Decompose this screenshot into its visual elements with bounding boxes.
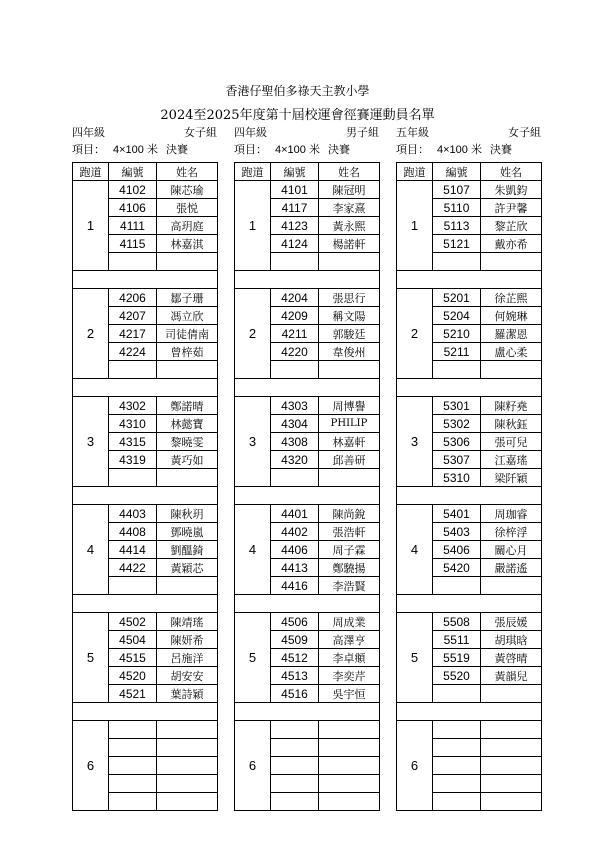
athlete-name <box>157 775 218 793</box>
athlete-name: 黃永熙 <box>319 217 380 235</box>
lane-number: 6 <box>73 721 109 811</box>
separator-cell <box>235 271 380 289</box>
round-label: 決賽 <box>489 143 512 156</box>
athlete-name: 韋俊州 <box>319 343 380 361</box>
athlete-number <box>109 721 157 739</box>
lane-number: 2 <box>73 289 109 379</box>
athlete-number: 4217 <box>109 325 157 343</box>
roster-table <box>72 162 218 811</box>
athlete-number <box>433 361 481 379</box>
athlete-number: 4515 <box>109 649 157 667</box>
athlete-name: 張浩軒 <box>319 523 380 541</box>
category-header <box>72 126 217 157</box>
athlete-number: 4403 <box>109 505 157 523</box>
group-label: 女子組 <box>184 126 217 139</box>
athlete-number: 4416 <box>271 577 319 595</box>
category-header <box>396 126 541 157</box>
athlete-name <box>157 361 218 379</box>
lane-separator-row <box>397 703 542 721</box>
table-header-row <box>235 163 380 181</box>
athlete-name: 林懿寶 <box>157 415 218 433</box>
athlete-number <box>433 739 481 757</box>
lane-number: 5 <box>235 613 271 703</box>
athlete-number: 4310 <box>109 415 157 433</box>
athlete-name: PHILIP <box>319 415 380 433</box>
separator-cell <box>73 271 218 289</box>
athlete-number: 4406 <box>271 541 319 559</box>
athlete-name: 張悦 <box>157 199 218 217</box>
athlete-number <box>433 253 481 271</box>
separator-cell <box>397 271 542 289</box>
table-row <box>397 721 542 739</box>
athlete-name: 李浩賢 <box>319 577 380 595</box>
athlete-name: 張可兒 <box>481 433 542 451</box>
table-header-row <box>73 163 218 181</box>
athlete-name <box>481 685 542 703</box>
lane-separator-row <box>73 379 218 397</box>
athlete-name: 邱善研 <box>319 451 380 469</box>
athlete-name: 胡安安 <box>157 667 218 685</box>
athlete-name: 梁阡穎 <box>481 469 542 487</box>
athlete-number: 4509 <box>271 631 319 649</box>
athlete-name: 李奕芹 <box>319 667 380 685</box>
athlete-name <box>481 739 542 757</box>
athlete-number <box>433 721 481 739</box>
item-label: 項目： <box>396 143 429 156</box>
athlete-name: 周珈睿 <box>481 505 542 523</box>
lane-separator-row <box>235 703 380 721</box>
lane-number: 4 <box>397 505 433 595</box>
column-header-name: 姓名 <box>481 163 542 181</box>
lane-number: 3 <box>73 397 109 487</box>
lane-number: 6 <box>397 721 433 811</box>
athlete-name: 鄭驍揚 <box>319 559 380 577</box>
lane-number: 3 <box>397 397 433 487</box>
athlete-name <box>319 793 380 811</box>
separator-cell <box>73 379 218 397</box>
lane-separator-row <box>73 487 218 505</box>
athlete-number: 4211 <box>271 325 319 343</box>
athlete-number: 5110 <box>433 199 481 217</box>
lane-separator-row <box>73 271 218 289</box>
athlete-name <box>319 775 380 793</box>
table-row <box>397 613 542 631</box>
column-header-name: 姓名 <box>157 163 218 181</box>
athlete-name: 黃韻兒 <box>481 667 542 685</box>
athlete-number: 4521 <box>109 685 157 703</box>
grade-label: 四年級 <box>234 126 267 139</box>
athlete-number <box>433 757 481 775</box>
athlete-name <box>481 577 542 595</box>
separator-cell <box>397 595 542 613</box>
category-line <box>72 126 217 140</box>
athlete-number: 4504 <box>109 631 157 649</box>
athlete-number: 5306 <box>433 433 481 451</box>
athlete-name <box>157 469 218 487</box>
category-header <box>234 126 379 157</box>
column-header-lane: 跑道 <box>397 163 433 181</box>
column-header-number: 編號 <box>433 163 481 181</box>
athlete-name <box>319 469 380 487</box>
athlete-number: 5401 <box>433 505 481 523</box>
lane-number: 1 <box>397 181 433 271</box>
lane-number: 4 <box>73 505 109 595</box>
athlete-name: 呂施洋 <box>157 649 218 667</box>
athlete-number: 5302 <box>433 415 481 433</box>
column-header-name: 姓名 <box>319 163 380 181</box>
separator-cell <box>397 487 542 505</box>
athlete-name: 周成業 <box>319 613 380 631</box>
athlete-name <box>157 793 218 811</box>
athlete-name <box>319 361 380 379</box>
athlete-name <box>319 721 380 739</box>
athlete-name: 劉醞錡 <box>157 541 218 559</box>
table-row <box>73 289 218 307</box>
athlete-number: 4401 <box>271 505 319 523</box>
athlete-number <box>109 793 157 811</box>
table-row <box>73 721 218 739</box>
athlete-name: 陳秋玥 <box>157 505 218 523</box>
athlete-name <box>319 757 380 775</box>
athlete-name: 高澤亨 <box>319 631 380 649</box>
athlete-number: 4506 <box>271 613 319 631</box>
athlete-name: 高玥庭 <box>157 217 218 235</box>
athlete-number: 5204 <box>433 307 481 325</box>
athlete-number: 4315 <box>109 433 157 451</box>
athlete-name: 陳冠明 <box>319 181 380 199</box>
item-name: 4×100 米 <box>113 144 158 156</box>
lane-separator-row <box>397 271 542 289</box>
athlete-number: 4123 <box>271 217 319 235</box>
athlete-number: 4207 <box>109 307 157 325</box>
athlete-number: 4304 <box>271 415 319 433</box>
table-row <box>73 181 218 199</box>
athlete-number <box>109 775 157 793</box>
athlete-name: 許尹馨 <box>481 199 542 217</box>
athlete-number: 4513 <box>271 667 319 685</box>
athlete-number <box>271 775 319 793</box>
athlete-number: 4102 <box>109 181 157 199</box>
table-row <box>235 181 380 199</box>
athlete-name <box>481 253 542 271</box>
item-label: 項目： <box>72 143 105 156</box>
athlete-name: 羅潔恩 <box>481 325 542 343</box>
athlete-name: 陳秋鈺 <box>481 415 542 433</box>
athlete-number: 5406 <box>433 541 481 559</box>
athlete-number <box>433 775 481 793</box>
lane-separator-row <box>235 487 380 505</box>
lane-number: 6 <box>235 721 271 811</box>
group-label: 女子組 <box>508 126 541 139</box>
athlete-name: 馮立欣 <box>157 307 218 325</box>
athlete-number: 4117 <box>271 199 319 217</box>
athlete-name <box>157 739 218 757</box>
athlete-number <box>271 361 319 379</box>
school-name: 香港仔聖伯多祿天主教小學 <box>225 84 370 98</box>
athlete-name: 關心月 <box>481 541 542 559</box>
table-header-row <box>397 163 542 181</box>
athlete-number <box>109 469 157 487</box>
lane-number: 2 <box>397 289 433 379</box>
athlete-number: 4206 <box>109 289 157 307</box>
separator-cell <box>235 595 380 613</box>
separator-cell <box>235 379 380 397</box>
athlete-name: 葉詩穎 <box>157 685 218 703</box>
lane-number: 5 <box>73 613 109 703</box>
athlete-name: 鄭諾晴 <box>157 397 218 415</box>
athlete-name: 黃穎芯 <box>157 559 218 577</box>
athlete-name <box>481 757 542 775</box>
round-label: 決賽 <box>165 143 188 156</box>
athlete-number: 5121 <box>433 235 481 253</box>
item-line <box>234 143 379 157</box>
column-header-lane: 跑道 <box>73 163 109 181</box>
athlete-name: 黃巧如 <box>157 451 218 469</box>
athlete-number: 4502 <box>109 613 157 631</box>
athlete-number: 4402 <box>271 523 319 541</box>
athlete-name: 盧心柔 <box>481 343 542 361</box>
athlete-number: 5201 <box>433 289 481 307</box>
item-line <box>396 143 541 157</box>
separator-cell <box>235 487 380 505</box>
athlete-number: 5307 <box>433 451 481 469</box>
athlete-name: 陳籽堯 <box>481 397 542 415</box>
athlete-name <box>481 721 542 739</box>
lane-separator-row <box>397 595 542 613</box>
athlete-number: 4512 <box>271 649 319 667</box>
athlete-number: 4115 <box>109 235 157 253</box>
athlete-number: 5511 <box>433 631 481 649</box>
athlete-name <box>481 793 542 811</box>
athlete-number: 4516 <box>271 685 319 703</box>
item-label: 項目： <box>234 143 267 156</box>
athlete-name: 黃啓晴 <box>481 649 542 667</box>
separator-cell <box>397 703 542 721</box>
athlete-name: 戴亦希 <box>481 235 542 253</box>
column-header-lane: 跑道 <box>235 163 271 181</box>
grade-label: 五年級 <box>396 126 429 139</box>
roster-table <box>234 162 380 811</box>
athlete-name: 鄧曉嵐 <box>157 523 218 541</box>
athlete-name <box>319 253 380 271</box>
athlete-name <box>157 253 218 271</box>
athlete-number <box>433 793 481 811</box>
athlete-name: 楊諾軒 <box>319 235 380 253</box>
athlete-name: 陳尚銳 <box>319 505 380 523</box>
athlete-number: 4319 <box>109 451 157 469</box>
athlete-name: 陳芯瑜 <box>157 181 218 199</box>
separator-cell <box>73 487 218 505</box>
table-row <box>397 505 542 523</box>
athlete-name: 陳妍希 <box>157 631 218 649</box>
roster-table <box>396 162 542 811</box>
athlete-number <box>271 739 319 757</box>
table-row <box>235 721 380 739</box>
athlete-number <box>271 253 319 271</box>
lane-number: 1 <box>73 181 109 271</box>
athlete-name <box>157 721 218 739</box>
athlete-number: 4320 <box>271 451 319 469</box>
athlete-number: 5211 <box>433 343 481 361</box>
athlete-number: 5403 <box>433 523 481 541</box>
lane-separator-row <box>73 703 218 721</box>
athlete-name: 李卓頫 <box>319 649 380 667</box>
athlete-number: 4413 <box>271 559 319 577</box>
athlete-number: 4111 <box>109 217 157 235</box>
athlete-number <box>271 757 319 775</box>
table-row <box>73 613 218 631</box>
athlete-name <box>157 577 218 595</box>
athlete-name: 胡琪晗 <box>481 631 542 649</box>
athlete-number: 4220 <box>271 343 319 361</box>
athlete-name: 李家熹 <box>319 199 380 217</box>
table-row <box>73 397 218 415</box>
table-row <box>397 289 542 307</box>
separator-cell <box>235 703 380 721</box>
column-header-number: 編號 <box>109 163 157 181</box>
lane-separator-row <box>235 595 380 613</box>
athlete-number: 4303 <box>271 397 319 415</box>
separator-cell <box>73 703 218 721</box>
athlete-name: 司徒倩南 <box>157 325 218 343</box>
athlete-number: 5508 <box>433 613 481 631</box>
category-line <box>396 126 541 140</box>
athlete-number: 4209 <box>271 307 319 325</box>
lane-separator-row <box>397 487 542 505</box>
item-name: 4×100 米 <box>437 144 482 156</box>
athlete-name: 林嘉軒 <box>319 433 380 451</box>
item-line <box>72 143 217 157</box>
category-line <box>234 126 379 140</box>
athlete-name: 曾梓茹 <box>157 343 218 361</box>
separator-cell <box>397 379 542 397</box>
athlete-name: 徐梓浮 <box>481 523 542 541</box>
athlete-number: 4302 <box>109 397 157 415</box>
athlete-number <box>109 253 157 271</box>
athlete-name: 吳宇恒 <box>319 685 380 703</box>
athlete-name: 郭駿廷 <box>319 325 380 343</box>
lane-number: 3 <box>235 397 271 487</box>
athlete-name: 林嘉淇 <box>157 235 218 253</box>
athlete-number <box>271 793 319 811</box>
athlete-number: 5519 <box>433 649 481 667</box>
athlete-number: 5420 <box>433 559 481 577</box>
lane-number: 5 <box>397 613 433 703</box>
athlete-number: 4422 <box>109 559 157 577</box>
athlete-number: 5520 <box>433 667 481 685</box>
athlete-name: 周子霖 <box>319 541 380 559</box>
item-name: 4×100 米 <box>275 144 320 156</box>
athlete-number <box>433 577 481 595</box>
table-row <box>397 181 542 199</box>
athlete-name: 鄒子珊 <box>157 289 218 307</box>
athlete-number <box>271 469 319 487</box>
round-label: 決賽 <box>327 143 350 156</box>
grade-label: 四年級 <box>72 126 105 139</box>
athlete-name: 張思行 <box>319 289 380 307</box>
athlete-name: 朱凱鈞 <box>481 181 542 199</box>
athlete-number <box>433 685 481 703</box>
athlete-number: 4106 <box>109 199 157 217</box>
athlete-name: 稱文陽 <box>319 307 380 325</box>
athlete-number: 4224 <box>109 343 157 361</box>
athlete-name: 黎曉雯 <box>157 433 218 451</box>
column-header-number: 編號 <box>271 163 319 181</box>
athlete-name: 張辰媛 <box>481 613 542 631</box>
table-row <box>235 397 380 415</box>
athlete-number <box>109 739 157 757</box>
athlete-number: 5107 <box>433 181 481 199</box>
athlete-name: 嚴諾遙 <box>481 559 542 577</box>
athlete-name <box>157 757 218 775</box>
athlete-name <box>481 361 542 379</box>
athlete-number: 5113 <box>433 217 481 235</box>
event-title: 2024至2025年度第十屆校運會徑賽運動員名單 <box>160 108 435 123</box>
lane-number: 4 <box>235 505 271 595</box>
athlete-number: 4408 <box>109 523 157 541</box>
athlete-number: 4520 <box>109 667 157 685</box>
athlete-name <box>481 775 542 793</box>
athlete-name: 周博譽 <box>319 397 380 415</box>
athlete-name: 徐芷熙 <box>481 289 542 307</box>
athlete-name: 江嘉瑤 <box>481 451 542 469</box>
athlete-number: 4204 <box>271 289 319 307</box>
table-row <box>235 505 380 523</box>
athlete-number <box>271 721 319 739</box>
table-row <box>397 397 542 415</box>
athlete-number: 4124 <box>271 235 319 253</box>
athlete-number <box>109 361 157 379</box>
table-row <box>235 289 380 307</box>
separator-cell <box>73 595 218 613</box>
table-row <box>73 505 218 523</box>
table-row <box>235 613 380 631</box>
athlete-number <box>109 757 157 775</box>
lane-number: 2 <box>235 289 271 379</box>
athlete-name: 黎芷欣 <box>481 217 542 235</box>
athlete-number: 4414 <box>109 541 157 559</box>
athlete-name: 陳靖瑤 <box>157 613 218 631</box>
athlete-number: 4308 <box>271 433 319 451</box>
athlete-number <box>109 577 157 595</box>
athlete-name: 何婉琳 <box>481 307 542 325</box>
athlete-number: 5301 <box>433 397 481 415</box>
group-label: 男子組 <box>346 126 379 139</box>
athlete-number: 5210 <box>433 325 481 343</box>
lane-separator-row <box>235 271 380 289</box>
lane-separator-row <box>397 379 542 397</box>
lane-number: 1 <box>235 181 271 271</box>
athlete-name <box>319 739 380 757</box>
athlete-number: 5310 <box>433 469 481 487</box>
athlete-number: 4101 <box>271 181 319 199</box>
lane-separator-row <box>73 595 218 613</box>
lane-separator-row <box>235 379 380 397</box>
